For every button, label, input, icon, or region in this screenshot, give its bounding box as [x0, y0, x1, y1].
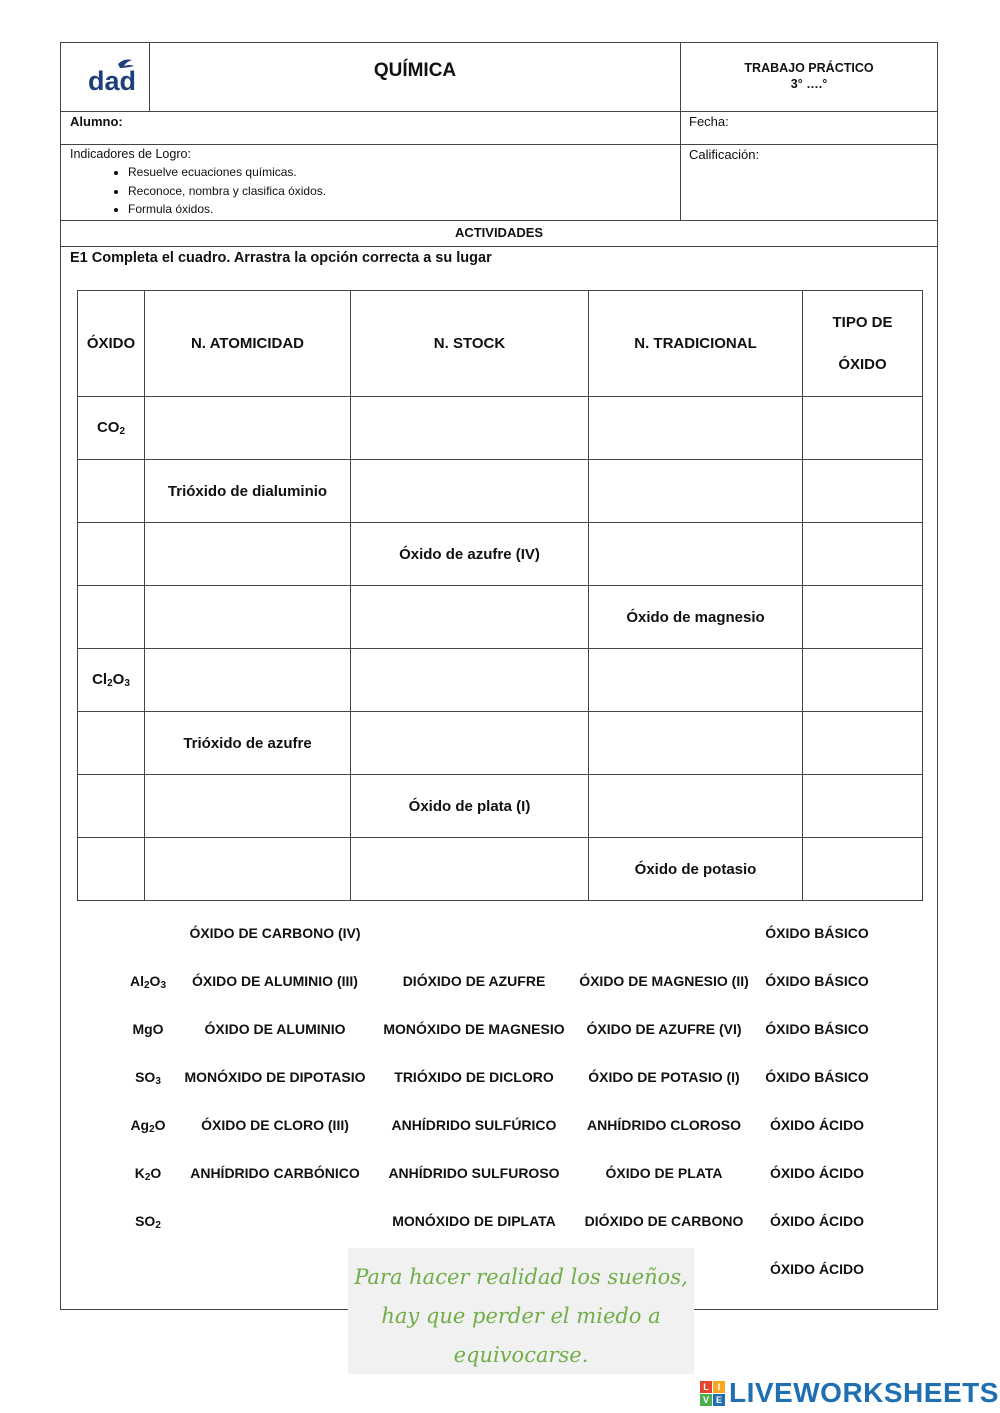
table-row	[78, 838, 923, 901]
indicator-item: • Resuelve ecuaciones químicas.	[128, 163, 326, 182]
cell-atomicidad: Trióxido de dialuminio	[145, 460, 351, 523]
cell-tipo[interactable]	[803, 523, 923, 586]
work-type	[680, 60, 938, 92]
cell-tradicional[interactable]	[589, 523, 803, 586]
header-oxido: ÓXIDO	[78, 291, 145, 397]
cell-atomicidad[interactable]	[145, 649, 351, 712]
grade-label: Calificación:	[689, 147, 760, 162]
option-name[interactable]: ÓXIDO DE POTASIO (I)	[588, 1069, 740, 1085]
cell-atomicidad[interactable]	[145, 523, 351, 586]
option-name[interactable]: ANHÍDRIDO SULFUROSO	[388, 1165, 560, 1181]
cell-tradicional[interactable]	[589, 649, 803, 712]
cell-tipo[interactable]	[803, 586, 923, 649]
formula-part: Ag	[130, 1117, 150, 1133]
cell-oxido[interactable]	[78, 586, 145, 649]
option-oxide-type[interactable]: ÓXIDO ÁCIDO	[769, 1261, 865, 1277]
oxide-formula-part: CO	[96, 419, 120, 436]
option-name[interactable]: ÓXIDO DE PLATA	[605, 1165, 723, 1181]
formula-part: O	[154, 1117, 166, 1133]
option-name[interactable]: ANHÍDRIDO SULFÚRICO	[391, 1117, 557, 1133]
table-row	[78, 649, 923, 712]
cell-oxido[interactable]	[78, 460, 145, 523]
cell-atomicidad[interactable]	[145, 586, 351, 649]
header-tradicional: N. TRADICIONAL	[589, 291, 803, 397]
student-label: Alumno:	[70, 114, 123, 129]
cell-stock[interactable]	[351, 712, 589, 775]
subject-title: QUÍMICA	[373, 60, 457, 81]
brand-wordmark: LIVEWORKSHEETS	[729, 1377, 999, 1408]
header-tipo-line1: TIPO DE	[832, 313, 893, 331]
quote-line: equivocarse.	[453, 1343, 589, 1367]
formula-part: 2	[155, 1220, 161, 1231]
cell-tradicional: Óxido de magnesio	[589, 586, 803, 649]
option-oxide-type[interactable]: ÓXIDO ÁCIDO	[769, 1165, 865, 1181]
cell-oxido[interactable]	[78, 838, 145, 901]
cell-tipo[interactable]	[803, 460, 923, 523]
option-oxide-type[interactable]: ÓXIDO BÁSICO	[765, 973, 869, 989]
cell-atomicidad[interactable]	[145, 397, 351, 460]
cell-tradicional: Óxido de potasio	[589, 838, 803, 901]
option-name[interactable]: MONÓXIDO DE MAGNESIO	[383, 1021, 565, 1037]
option-name[interactable]: DIÓXIDO DE AZUFRE	[402, 973, 546, 989]
live-letter: E	[713, 1394, 725, 1406]
option-oxide-type[interactable]: ÓXIDO ÁCIDO	[769, 1213, 865, 1229]
indicator-item: • Formula óxidos.	[128, 200, 326, 219]
oxides-table	[77, 290, 923, 901]
option-name[interactable]: ÓXIDO DE ALUMINIO (III)	[192, 973, 358, 989]
option-name[interactable]: ANHÍDRIDO CLOROSO	[587, 1117, 741, 1133]
option-formula[interactable]	[98, 1213, 198, 1231]
cell-tradicional[interactable]	[589, 775, 803, 838]
option-name[interactable]: ÓXIDO DE CLORO (III)	[201, 1117, 349, 1133]
table-row	[78, 523, 923, 586]
instruction-text: E1 Completa el cuadro. Arrastra la opción correcta a su lugar	[70, 250, 492, 266]
option-name[interactable]: ÓXIDO DE MAGNESIO (II)	[579, 973, 749, 989]
quote-line: hay que perder el miedo a	[381, 1304, 661, 1328]
date-label: Fecha:	[689, 114, 729, 129]
indicators-title: Indicadores de Logro:	[70, 147, 191, 161]
formula-part: Al	[129, 973, 144, 989]
live-letter: L	[700, 1381, 712, 1393]
option-name[interactable]: MONÓXIDO DE DIPLATA	[392, 1213, 556, 1229]
header-atomicidad: N. ATOMICIDAD	[145, 291, 351, 397]
header-line-3	[60, 220, 938, 221]
oxide-formula-part: Cl	[92, 671, 108, 688]
oxide-formula-part: 2	[107, 678, 113, 689]
option-name[interactable]: TRIÓXIDO DE DICLORO	[394, 1069, 554, 1085]
oxide-formula-part: 3	[124, 678, 130, 689]
option-oxide-type[interactable]: ÓXIDO BÁSICO	[765, 1069, 869, 1085]
header-line-2	[60, 144, 938, 145]
live-letter: I	[713, 1381, 725, 1393]
logo-text: dad	[88, 66, 137, 96]
indicator-item: • Reconoce, nombra y clasifica óxidos.	[128, 182, 326, 201]
header-tipo-line2: ÓXIDO	[838, 355, 887, 373]
cell-stock[interactable]	[351, 397, 589, 460]
indicators-list	[98, 163, 326, 219]
cell-stock[interactable]	[351, 649, 589, 712]
cell-atomicidad[interactable]	[145, 838, 351, 901]
header-line-4	[60, 246, 938, 247]
cell-oxido	[78, 397, 145, 460]
formula-part: 2	[149, 1124, 155, 1135]
cell-stock[interactable]	[351, 838, 589, 901]
cell-atomicidad: Trióxido de azufre	[145, 712, 351, 775]
cell-stock: Óxido de azufre (IV)	[351, 523, 589, 586]
formula-part: O	[150, 1165, 162, 1181]
school-logo	[88, 56, 144, 96]
cell-stock[interactable]	[351, 460, 589, 523]
cell-tradicional[interactable]	[589, 397, 803, 460]
cell-tipo[interactable]	[803, 712, 923, 775]
cell-tradicional[interactable]	[589, 712, 803, 775]
cell-oxido[interactable]	[78, 775, 145, 838]
option-oxide-type[interactable]: ÓXIDO BÁSICO	[765, 925, 869, 941]
cell-oxido	[78, 649, 145, 712]
formula-part: SO	[135, 1069, 156, 1085]
formula-part: O	[149, 973, 161, 989]
table-row	[78, 397, 923, 460]
cell-tradicional[interactable]	[589, 460, 803, 523]
option-name[interactable]: DIÓXIDO DE CARBONO	[584, 1213, 744, 1229]
table-row	[78, 712, 923, 775]
cell-oxido[interactable]	[78, 712, 145, 775]
header-stock: N. STOCK	[351, 291, 589, 397]
formula-part: K	[134, 1165, 145, 1181]
quote-line: Para hacer realidad los sueños,	[354, 1265, 688, 1289]
cell-tipo[interactable]	[803, 775, 923, 838]
option-oxide-type[interactable]: ÓXIDO BÁSICO	[765, 1021, 869, 1037]
option-name[interactable]: MONÓXIDO DE DIPOTASIO	[184, 1069, 366, 1085]
bird-logo-icon	[88, 56, 144, 96]
formula-part: 2	[143, 980, 150, 991]
work-type-label: TRABAJO PRÁCTICO	[744, 61, 874, 75]
activities-title: ACTIVIDADES	[454, 225, 544, 240]
formula-part: 2	[144, 1172, 151, 1183]
cell-tipo[interactable]	[803, 397, 923, 460]
cell-oxido[interactable]	[78, 523, 145, 586]
formula-part: SO	[135, 1213, 156, 1229]
option-name[interactable]: ÓXIDO DE AZUFRE (VI)	[586, 1021, 742, 1037]
table-row	[78, 460, 923, 523]
cell-tipo[interactable]	[803, 838, 923, 901]
formula-part: 3	[160, 980, 166, 991]
cell-atomicidad[interactable]	[145, 775, 351, 838]
cell-stock[interactable]	[351, 586, 589, 649]
motivational-quote	[348, 1248, 694, 1374]
formula-part: MgO	[132, 1021, 164, 1037]
cell-stock: Óxido de plata (I)	[351, 775, 589, 838]
formula-part: 3	[155, 1076, 161, 1087]
header-tipo	[803, 291, 923, 397]
header-line-1	[60, 111, 938, 112]
option-name[interactable]: ANHÍDRIDO CARBÓNICO	[190, 1165, 360, 1181]
live-grid-icon	[700, 1381, 725, 1406]
course-label: 3° ….°	[790, 77, 828, 91]
cell-tipo[interactable]	[803, 649, 923, 712]
option-name[interactable]: ÓXIDO DE CARBONO (IV)	[189, 925, 361, 941]
table-row	[78, 775, 923, 838]
oxide-formula-part: 2	[119, 426, 126, 437]
option-name[interactable]: ÓXIDO DE ALUMINIO	[204, 1021, 346, 1037]
oxide-formula-part: O	[112, 671, 125, 688]
liveworksheets-brand	[700, 1378, 999, 1408]
table-header-row	[78, 291, 923, 397]
table-row	[78, 586, 923, 649]
live-letter: V	[700, 1394, 712, 1406]
option-oxide-type[interactable]: ÓXIDO ÁCIDO	[769, 1117, 865, 1133]
